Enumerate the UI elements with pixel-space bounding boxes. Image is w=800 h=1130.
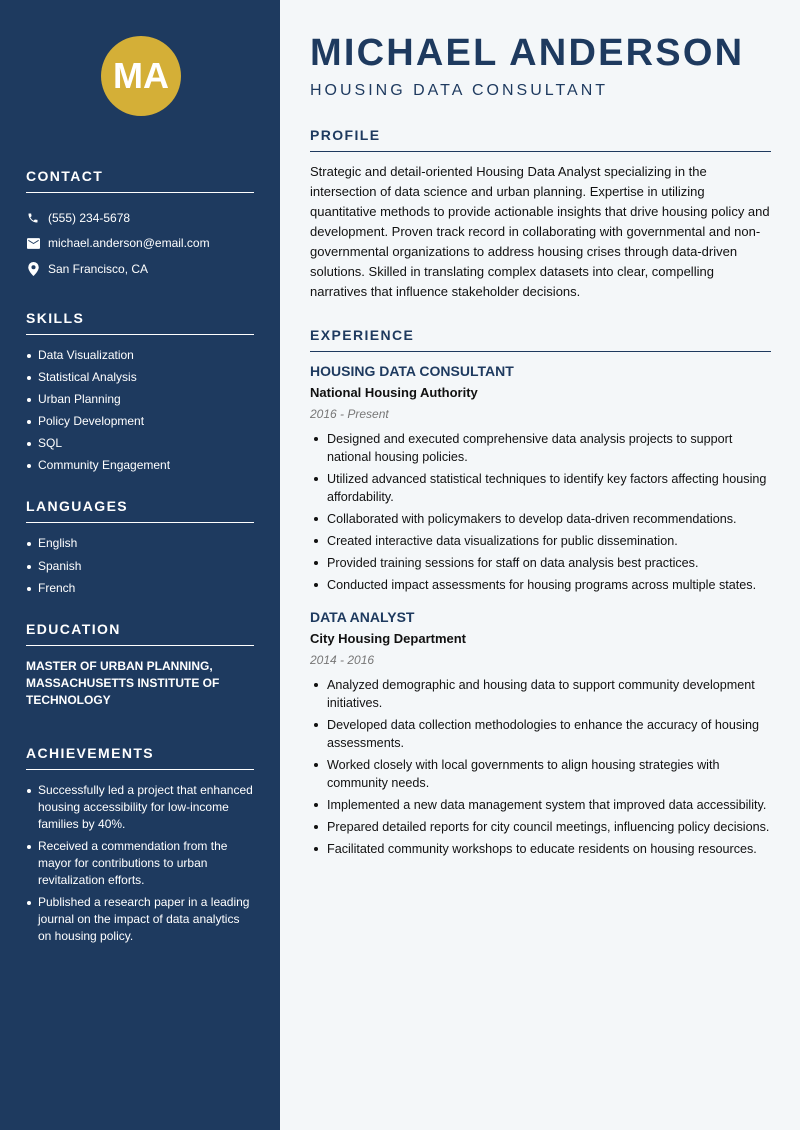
- education-degree: MASTER OF URBAN PLANNING, MASSACHUSETTS INSTITUTE OF TECHNOLOGY: [26, 658, 220, 707]
- job-company: City Housing Department: [310, 631, 467, 646]
- achievements-heading: ACHIEVEMENTS: [26, 745, 254, 770]
- profile-text: Strategic and detail-oriented Housing Data Analyst specializing in the intersection of data science and urban planning. Expertise in utilizing quantitative methods to provide actionable insights that drive housing policy and development. Proven track record in collaborating with governmental and non-governmental organizations to address housing crises through data-driven solutions. Skilled in translating complex datasets into clear, compelling narratives that influence stakeholder decisions.: [310, 164, 770, 299]
- list-item: Facilitated community workshops to educate residents on housing resources.: [310, 840, 771, 858]
- job-entry: [310, 362, 771, 594]
- location-pin-icon: [26, 262, 40, 276]
- phone-icon: [26, 211, 40, 225]
- list-item: Spanish: [26, 558, 254, 575]
- achievements-list: [26, 782, 254, 945]
- phone-text: (555) 234-5678: [48, 210, 131, 225]
- job-entry: [310, 608, 771, 858]
- list-item: Collaborated with policymakers to develop data-driven recommendations.: [310, 510, 771, 528]
- avatar: MA: [101, 36, 181, 116]
- job-dates: 2014 - 2016: [310, 653, 375, 667]
- list-item: Utilized advanced statistical techniques to identify key factors affecting housing affordability.: [310, 470, 771, 506]
- contact-email: [26, 231, 254, 257]
- experience-section: [310, 327, 771, 858]
- job-duties: [310, 676, 771, 858]
- list-item: Analyzed demographic and housing data to support community development initiatives.: [310, 676, 771, 712]
- list-item: Urban Planning: [26, 391, 254, 408]
- list-item: Data Visualization: [26, 347, 254, 364]
- main-content: [280, 0, 800, 1130]
- job-title: DATA ANALYST: [310, 609, 415, 625]
- list-item: SQL: [26, 435, 254, 452]
- list-item: Conducted impact assessments for housing programs across multiple states.: [310, 576, 771, 594]
- job-company: National Housing Authority: [310, 385, 478, 400]
- location-text: San Francisco, CA: [48, 261, 149, 276]
- skills-heading: SKILLS: [26, 310, 254, 335]
- skills-section: [26, 310, 254, 475]
- job-duties: [310, 430, 771, 594]
- languages-heading: LANGUAGES: [26, 498, 254, 523]
- job-dates: 2016 - Present: [310, 407, 389, 421]
- email-text: michael.anderson@email.com: [48, 236, 210, 251]
- candidate-name: MICHAEL ANDERSON: [310, 32, 745, 74]
- list-item: Statistical Analysis: [26, 369, 254, 386]
- achievements-section: [26, 745, 254, 945]
- list-item: Worked closely with local governments to align housing strategies with community needs.: [310, 756, 771, 792]
- list-item: Published a research paper in a leading journal on the impact of data analytics on housing policy.: [26, 894, 254, 945]
- list-item: Prepared detailed reports for city council meetings, influencing policy decisions.: [310, 818, 771, 836]
- languages-list: [26, 535, 254, 596]
- list-item: Designed and executed comprehensive data analysis projects to support national housing policies.: [310, 430, 771, 466]
- list-item: Community Engagement: [26, 457, 254, 474]
- experience-heading: EXPERIENCE: [310, 327, 771, 352]
- candidate-title: HOUSING DATA CONSULTANT: [310, 82, 609, 99]
- contact-phone: [26, 205, 254, 231]
- contact-heading: CONTACT: [26, 168, 254, 193]
- contact-location: [26, 256, 254, 282]
- list-item: Implemented a new data management system that improved data accessibility.: [310, 796, 771, 814]
- mail-icon: [26, 236, 40, 250]
- list-item: Successfully led a project that enhanced housing accessibility for low-income families by 40%.: [26, 782, 254, 833]
- list-item: Provided training sessions for staff on data analysis best practices.: [310, 554, 771, 572]
- list-item: Developed data collection methodologies to enhance the accuracy of housing assessments.: [310, 716, 771, 752]
- profile-section: [310, 127, 771, 302]
- list-item: French: [26, 580, 254, 597]
- list-item: English: [26, 535, 254, 552]
- sidebar: [0, 0, 280, 1130]
- list-item: Policy Development: [26, 413, 254, 430]
- list-item: Created interactive data visualizations for public dissemination.: [310, 532, 771, 550]
- profile-heading: PROFILE: [310, 127, 771, 152]
- job-title: HOUSING DATA CONSULTANT: [310, 363, 514, 379]
- languages-section: [26, 498, 254, 596]
- education-section: [26, 621, 254, 709]
- skills-list: [26, 347, 254, 475]
- education-heading: EDUCATION: [26, 621, 254, 646]
- contact-section: [26, 168, 254, 282]
- list-item: Received a commendation from the mayor for contributions to urban revitalization efforts.: [26, 838, 254, 889]
